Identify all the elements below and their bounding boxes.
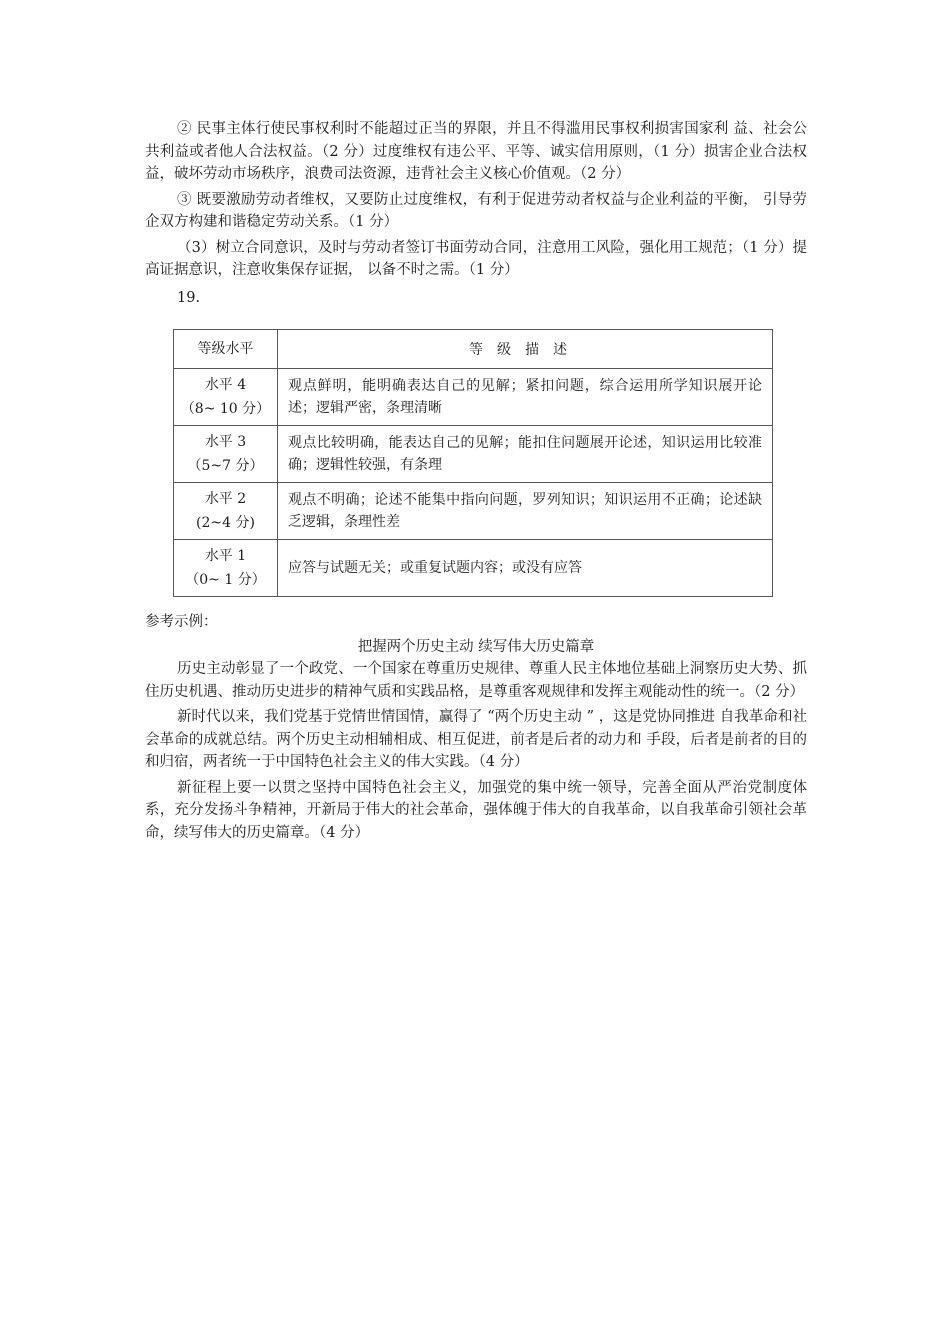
grading-table bbox=[173, 329, 773, 597]
level-range: （0~ 1 分） bbox=[185, 572, 266, 588]
level-cell bbox=[174, 540, 278, 597]
table-row bbox=[174, 540, 773, 597]
essay-paragraph: 新时代以来，我们党基于党情世情国情，赢得了 “两个历史主动 ” ，这是党协同推进 自我革命和社会革命的成就总结。两个历史主动相辅相成、相互促进，前者是后者的动力和 手段，后者是前者的目的和归宿，两者统一于中国特色社会主义的伟大实践。（4 分） bbox=[145, 709, 807, 770]
table-row bbox=[174, 483, 773, 540]
level-description: 观点不明确；论述不能集中指向问题，罗列知识；知识运用不正确；论述缺乏逻辑，条理性差 bbox=[278, 483, 773, 540]
table-header-row bbox=[174, 330, 773, 369]
reference-label: 参考示例： bbox=[145, 614, 218, 630]
level-cell bbox=[174, 483, 278, 540]
level-name: 水平 4 bbox=[204, 377, 247, 393]
document-page bbox=[145, 118, 807, 844]
level-cell bbox=[174, 426, 278, 483]
level-description: 观点比较明确，能表达自己的见解；能扣住问题展开论述，知识运用比较准确；逻辑性较强，有条理 bbox=[278, 426, 773, 483]
question-number: 19. bbox=[177, 289, 201, 306]
level-name: 水平 1 bbox=[204, 548, 247, 564]
level-cell bbox=[174, 369, 278, 426]
table-row bbox=[174, 369, 773, 426]
answer-paragraph-2: ② 民事主体行使民事权利时不能超过正当的界限，并且不得滥用民事权利损害国家利 益、社会公共利益或者他人合法权益。（2 分）过度维权有违公平、平等、诚实信用原则，（1 分）损害企业合法权益，破坏劳动市场秩序，浪费司法资源，违背社会主义核心价值观。（2 分） bbox=[145, 121, 807, 182]
header-description-text: 等级描述 bbox=[469, 342, 581, 358]
answer-part-3: （3）树立合同意识，及时与劳动者签订书面劳动合同，注意用工风险，强化用工规范；（1 分）提高证据意识，注意收集保存证据， 以备不时之需。（1 分） bbox=[145, 239, 807, 278]
essay-paragraph: 历史主动彰显了一个政党、一个国家在尊重历史规律、尊重人民主体地位基础上洞察历史大势、抓住历史机遇、推动历史进步的精神气质和实践品格，是尊重客观规律和发挥主观能动性的统一。（2 分） bbox=[145, 661, 807, 700]
level-range: （8~ 10 分） bbox=[180, 401, 271, 417]
level-description: 应答与试题无关；或重复试题内容；或没有应答 bbox=[278, 540, 773, 597]
level-description: 观点鲜明，能明确表达自己的见解；紧扣问题，综合运用所学知识展开论述；逻辑严密，条理清晰 bbox=[278, 369, 773, 426]
table-row bbox=[174, 426, 773, 483]
essay-title: 把握两个历史主动 续写伟大历史篇章 bbox=[357, 638, 595, 655]
header-description bbox=[278, 330, 773, 369]
level-range: (2~4 分) bbox=[196, 515, 255, 531]
level-name: 水平 3 bbox=[204, 434, 247, 450]
level-range: （5~7 分） bbox=[187, 458, 264, 474]
answer-paragraph-3: ③ 既要激励劳动者维权，又要防止过度维权，有利于促进劳动者权益与企业利益的平衡， 引导劳企双方构建和谐稳定劳动关系。（1 分） bbox=[145, 191, 807, 230]
level-name: 水平 2 bbox=[204, 491, 247, 507]
header-level: 等级水平 bbox=[174, 330, 278, 369]
essay-paragraph: 新征程上要一以贯之坚持中国特色社会主义，加强党的集中统一领导，完善全面从严治党制度体系，充分发扬斗争精神，开新局于伟大的社会革命，强体魄于伟大的自我革命，以自我革命引领社会革命，续写伟大的历史篇章。（4 分） bbox=[145, 779, 807, 841]
